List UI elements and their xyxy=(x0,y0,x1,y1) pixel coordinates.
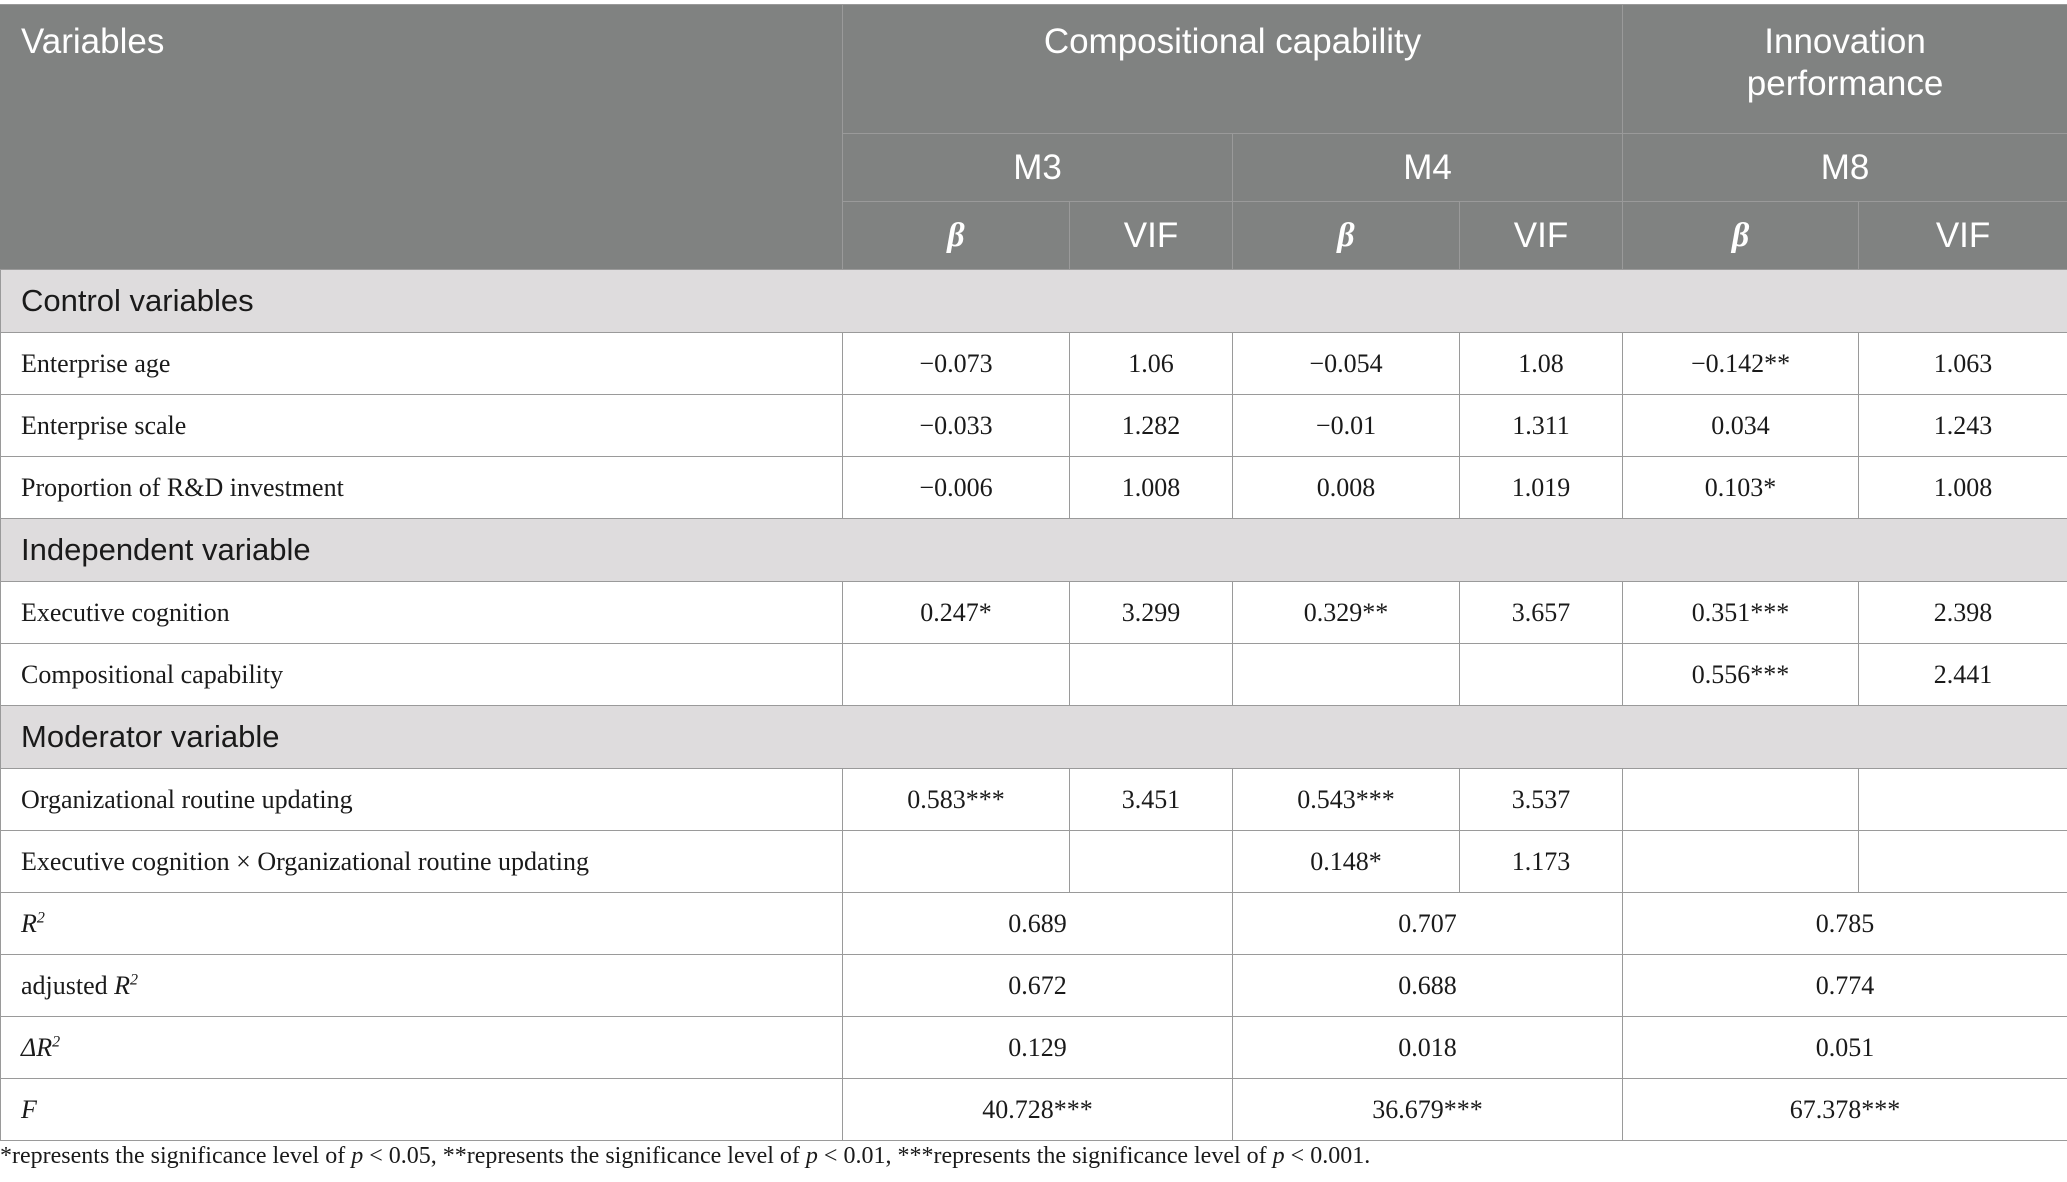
table-body xyxy=(1,270,2067,1141)
cell-m4-vif: 1.173 xyxy=(1460,831,1623,893)
table-row-rd-investment xyxy=(1,457,2067,519)
section-label-control: Control variables xyxy=(1,270,2067,333)
cell-m3-vif: 1.282 xyxy=(1070,395,1233,457)
table-row-f-statistic xyxy=(1,1079,2067,1141)
stat-symbol: ΔR xyxy=(21,1032,53,1062)
header-m3-beta: β xyxy=(843,202,1070,270)
cell-m3-r-squared: 0.689 xyxy=(843,893,1233,955)
header-model-m3: M3 xyxy=(843,134,1233,202)
cell-m4-vif: 1.08 xyxy=(1460,333,1623,395)
footnote-text-2: < 0.05, **represents the significance level of xyxy=(363,1143,806,1169)
table-row-adjusted-r-squared xyxy=(1,955,2067,1017)
cell-m3-beta: −0.006 xyxy=(843,457,1070,519)
table-row-r-squared xyxy=(1,893,2067,955)
header-m3-vif: VIF xyxy=(1070,202,1233,270)
table-header xyxy=(1,5,2067,270)
stat-superscript: 2 xyxy=(52,1032,61,1050)
row-label: Enterprise scale xyxy=(1,395,843,457)
cell-m4-beta: 0.329** xyxy=(1233,582,1460,644)
cell-m3-vif: 3.451 xyxy=(1070,769,1233,831)
cell-m3-beta xyxy=(843,644,1070,706)
footnote-text-1: *represents the significance level of xyxy=(0,1143,352,1169)
cell-m3-vif: 1.008 xyxy=(1070,457,1233,519)
cell-m3-vif: 1.06 xyxy=(1070,333,1233,395)
section-row-moderator xyxy=(1,706,2067,769)
footnote-text-3: < 0.01, ***represents the significance level of xyxy=(817,1143,1273,1169)
row-label-delta-r-squared xyxy=(1,1017,843,1079)
cell-m3-adjusted-r-squared: 0.672 xyxy=(843,955,1233,1017)
table-row-interaction xyxy=(1,831,2067,893)
cell-m4-beta: 0.008 xyxy=(1233,457,1460,519)
stat-symbol: R xyxy=(114,970,131,1000)
cell-m8-adjusted-r-squared: 0.774 xyxy=(1623,955,2067,1017)
cell-m4-beta: −0.01 xyxy=(1233,395,1460,457)
cell-m3-vif xyxy=(1070,644,1233,706)
table-row-enterprise-age xyxy=(1,333,2067,395)
row-label: Organizational routine updating xyxy=(1,769,843,831)
cell-m4-vif xyxy=(1460,644,1623,706)
stat-superscript: 2 xyxy=(36,908,45,926)
header-m8-vif: VIF xyxy=(1859,202,2067,270)
header-m4-vif: VIF xyxy=(1460,202,1623,270)
cell-m4-beta: −0.054 xyxy=(1233,333,1460,395)
header-innovation-performance-text: Innovation performance xyxy=(1746,22,1944,103)
row-label: Executive cognition × Organizational routine updating xyxy=(1,831,843,893)
cell-m8-delta-r-squared: 0.051 xyxy=(1623,1017,2067,1079)
row-label-f-statistic xyxy=(1,1079,843,1141)
header-innovation-performance xyxy=(1623,5,2067,134)
cell-m8-beta xyxy=(1623,831,1859,893)
cell-m8-f: 67.378*** xyxy=(1623,1079,2067,1141)
table-row-enterprise-scale xyxy=(1,395,2067,457)
section-label-independent: Independent variable xyxy=(1,519,2067,582)
cell-m4-beta: 0.543*** xyxy=(1233,769,1460,831)
cell-m4-adjusted-r-squared: 0.688 xyxy=(1233,955,1623,1017)
row-label-r-squared xyxy=(1,893,843,955)
row-label: Compositional capability xyxy=(1,644,843,706)
regression-table xyxy=(0,4,2067,1141)
cell-m4-vif: 1.311 xyxy=(1460,395,1623,457)
cell-m4-vif: 3.537 xyxy=(1460,769,1623,831)
cell-m8-vif xyxy=(1859,769,2067,831)
cell-m8-beta: −0.142** xyxy=(1623,333,1859,395)
cell-m8-vif: 2.441 xyxy=(1859,644,2067,706)
header-m4-beta: β xyxy=(1233,202,1460,270)
cell-m8-beta xyxy=(1623,769,1859,831)
section-row-control xyxy=(1,270,2067,333)
section-row-independent xyxy=(1,519,2067,582)
section-label-moderator: Moderator variable xyxy=(1,706,2067,769)
cell-m3-beta: 0.583*** xyxy=(843,769,1070,831)
row-label-adjusted-r-squared xyxy=(1,955,843,1017)
stat-superscript: 2 xyxy=(130,970,139,988)
cell-m4-vif: 1.019 xyxy=(1460,457,1623,519)
cell-m4-beta: 0.148* xyxy=(1233,831,1460,893)
header-variables: Variables xyxy=(1,5,843,270)
table-row-delta-r-squared xyxy=(1,1017,2067,1079)
cell-m3-beta: 0.247* xyxy=(843,582,1070,644)
cell-m3-vif xyxy=(1070,831,1233,893)
footnote-p-symbol: p xyxy=(351,1143,364,1169)
footnote-p-symbol: p xyxy=(805,1143,818,1169)
header-model-m4: M4 xyxy=(1233,134,1623,202)
footnote-text-4: < 0.001. xyxy=(1284,1143,1371,1169)
table-row-compositional-capability xyxy=(1,644,2067,706)
cell-m8-vif xyxy=(1859,831,2067,893)
row-label: Executive cognition xyxy=(1,582,843,644)
cell-m8-vif: 2.398 xyxy=(1859,582,2067,644)
row-label: Proportion of R&D investment xyxy=(1,457,843,519)
cell-m3-f: 40.728*** xyxy=(843,1079,1233,1141)
cell-m4-vif: 3.657 xyxy=(1460,582,1623,644)
cell-m4-beta xyxy=(1233,644,1460,706)
cell-m8-beta: 0.103* xyxy=(1623,457,1859,519)
cell-m3-beta: −0.073 xyxy=(843,333,1070,395)
cell-m8-r-squared: 0.785 xyxy=(1623,893,2067,955)
footnote-p-symbol: p xyxy=(1272,1143,1285,1169)
stat-symbol: R xyxy=(21,908,37,938)
cell-m8-vif: 1.063 xyxy=(1859,333,2067,395)
header-compositional-capability: Compositional capability xyxy=(843,5,1623,134)
stat-symbol: F xyxy=(21,1094,37,1124)
cell-m3-vif: 3.299 xyxy=(1070,582,1233,644)
header-m8-beta: β xyxy=(1623,202,1859,270)
header-model-m8: M8 xyxy=(1623,134,2067,202)
cell-m8-vif: 1.008 xyxy=(1859,457,2067,519)
table-row-executive-cognition xyxy=(1,582,2067,644)
cell-m8-vif: 1.243 xyxy=(1859,395,2067,457)
table-row-routine-updating xyxy=(1,769,2067,831)
cell-m4-f: 36.679*** xyxy=(1233,1079,1623,1141)
regression-table-container xyxy=(0,4,2067,1141)
cell-m8-beta: 0.351*** xyxy=(1623,582,1859,644)
cell-m8-beta: 0.556*** xyxy=(1623,644,1859,706)
cell-m8-beta: 0.034 xyxy=(1623,395,1859,457)
cell-m3-beta: −0.033 xyxy=(843,395,1070,457)
row-label: Enterprise age xyxy=(1,333,843,395)
cell-m3-delta-r-squared: 0.129 xyxy=(843,1017,1233,1079)
cell-m4-r-squared: 0.707 xyxy=(1233,893,1623,955)
cell-m4-delta-r-squared: 0.018 xyxy=(1233,1017,1623,1079)
cell-m3-beta xyxy=(843,831,1070,893)
table-footnote xyxy=(0,1143,1370,1170)
stat-prefix: adjusted xyxy=(21,970,115,1000)
